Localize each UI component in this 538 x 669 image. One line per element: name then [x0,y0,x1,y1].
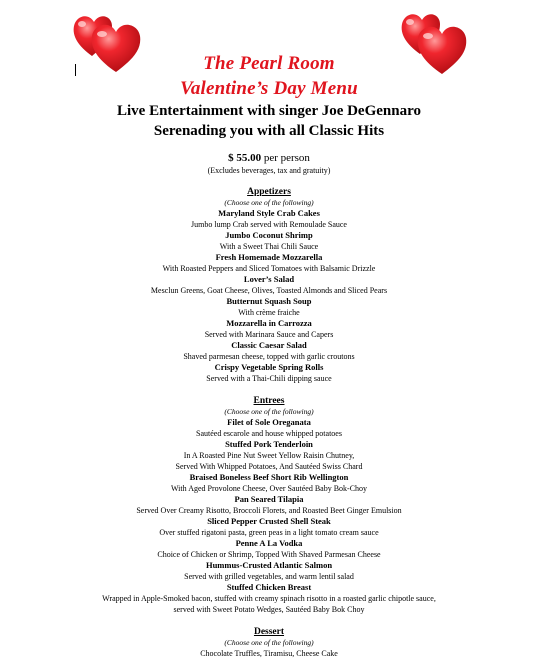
menu-item-name: Hummus-Crusted Atlantic Salmon [205,560,333,570]
menu-item-name: Filet of Sole Oreganata [227,417,311,427]
menu-item-desc: Shaved parmesan cheese, topped with garlic croutons [183,352,355,361]
menu-item-desc: In A Roasted Pine Nut Sweet Yellow Raisin Chutney, [183,451,355,460]
appetizers-heading: Appetizers [247,187,291,197]
price-amount: $ 55.00 [228,152,262,164]
menu-item-desc: Served with grilled vegetables, and warm lentil salad [184,572,354,581]
menu-item-name: Stuffed Pork Tenderloin [225,439,313,449]
menu-item-desc: With a Sweet Thai Chili Sauce [219,242,319,251]
menu-item-name: Fresh Homemade Mozzarella [215,252,323,262]
menu-document [0,52,538,659]
menu-item-desc: Jumbo lump Crab served with Remoulade Sauce [191,220,347,229]
menu-item-name: Pan Seared Tilapia [234,494,304,504]
menu-item-name: Butternut Squash Soup [226,296,312,306]
entrees-choose: (Choose one of the following) [224,407,314,416]
dessert-heading: Dessert [253,627,285,637]
menu-item-desc: Sautéed escarole and house whipped potatoes [196,429,342,438]
appetizers-choose: (Choose one of the following) [224,198,314,207]
menu-item-name: Lover’s Salad [243,274,295,284]
menu-item-desc: Served with a Thai-Chili dipping sauce [206,374,332,383]
menu-item-desc: served with Sweet Potato Wedges, Sautéed Baby Bok Choy [173,605,365,614]
menu-item-name: Penne A La Vodka [235,538,303,548]
menu-item-desc: Over stuffed rigatoni pasta, green peas in a light tomato cream sauce [159,528,379,537]
menu-item-desc: Served Over Creamy Risotto, Broccoli Florets, and Roasted Beet Ginger Emulsion [136,506,402,515]
price-note: (Excludes beverages, tax and gratuity) [207,166,331,175]
menu-item-desc: With Roasted Peppers and Sliced Tomatoes with Balsamic Drizzle [162,264,376,273]
menu-item-desc: Wrapped in Apple-Smoked bacon, stuffed with creamy spinach risotto in a roasted garlic chipotle sauce, [102,594,436,603]
menu-item-desc: With crème fraiche [238,308,300,317]
dessert-choose: (Choose one of the following) [224,638,314,647]
price-line [0,152,538,165]
menu-item-name: Stuffed Chicken Breast [226,582,312,592]
entrees-section [0,396,538,615]
menu-item-name: Classic Caesar Salad [231,340,307,350]
menu-item-desc: Mesclun Greens, Goat Cheese, Olives, Toasted Almonds and Sliced Pears [150,286,388,295]
dessert-desc: Chocolate Truffles, Tiramisu, Cheese Cake [200,649,338,658]
menu-item-name: Braised Boneless Beef Short Rib Wellington [189,472,349,482]
menu-subtitle: Valentine’s Day Menu [180,78,358,99]
appetizers-section [0,187,538,384]
entrees-heading: Entrees [253,396,285,406]
menu-item-name: Crispy Vegetable Spring Rolls [214,362,324,372]
entertainment-line: Live Entertainment with singer Joe DeGennaro [116,103,421,119]
menu-item-desc: Served With Whipped Potatoes, And Sautéed Swiss Chard [175,462,363,471]
menu-item-desc: With Aged Provolone Cheese, Over Sautéed Baby Bok-Choy [170,484,368,493]
menu-item-desc: Served with Marinara Sauce and Capers [204,330,334,339]
dessert-section [0,627,538,659]
menu-item-name: Jumbo Coconut Shrimp [225,230,313,240]
menu-item-name: Mozzarella in Carrozza [226,318,312,328]
price-unit: per person [263,152,310,164]
menu-item-name: Maryland Style Crab Cakes [218,208,320,218]
menu-item-desc: Choice of Chicken or Shrimp, Topped With Shaved Parmesan Cheese [157,550,381,559]
serenade-line: Serenading you with all Classic Hits [153,123,385,139]
menu-item-name: Sliced Pepper Crusted Shell Steak [207,516,331,526]
restaurant-title: The Pearl Room [203,53,335,74]
